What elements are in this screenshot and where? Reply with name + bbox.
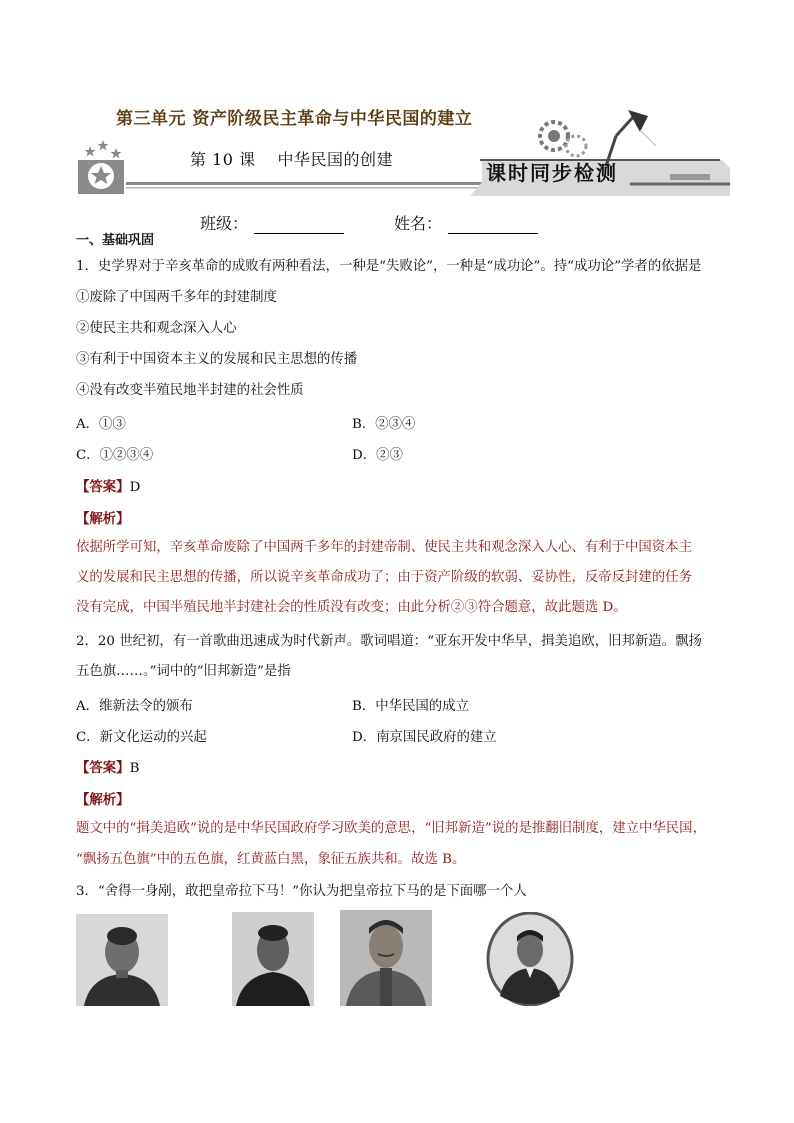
star-badge-icon [78,140,124,194]
lesson-number: 第 10 课 [190,150,256,169]
answer-value: D [129,480,141,495]
section-title: 一、基础巩固 [76,233,155,248]
q2-option-c: C．新文化运动的兴起 [76,730,207,745]
portrait-photo-2 [232,912,314,1006]
lesson-name: 中华民国的创建 [277,150,394,169]
name-field[interactable] [394,211,538,234]
q1-option-b: B．②③④ [352,417,416,432]
q1-item: ①废除了中国两千多年的封建制度 [76,290,277,305]
q2-analysis-line: “飘扬五色旗”中的五色旗，红黄蓝白黑，象征五族共和。故选 B。 [76,852,466,867]
q1-analysis-line: 义的发展和民主思想的传播，所以说辛亥革命成功了；由于资产阶级的软弱、妥协性，反帝反封建的任务 [76,570,692,585]
q2-stem-line: 五色旗……。”词中的“旧邦新造”是指 [76,664,291,679]
q1-item: ③有利于中国资本主义的发展和民主思想的传播 [76,352,358,367]
q2-analysis-line: 题文中的“揖美追欧”说的是中华民国政府学习欧美的意思，“旧邦新造”说的是推翻旧制度，建立中华民国， [76,821,706,836]
q1-answer [76,476,140,495]
q2-analysis-label: 【解析】 [76,792,130,808]
q1-item: ④没有改变半殖民地半封建的社会性质 [76,383,304,398]
portrait-photo-3 [340,910,432,1006]
q2-stem-line: 2．20 世纪初，有一首歌曲迅速成为时代新声。歌词唱道：“亚东开发中华早，揖美追欧，旧邦新造。飘扬 [76,634,702,649]
class-blank[interactable] [254,217,344,234]
class-field[interactable] [200,211,344,234]
answer-value: B [129,761,140,776]
lesson-title [190,147,393,170]
answer-label: 【答案】 [76,760,130,776]
portrait-photo-1 [76,914,168,1006]
q3-stem: 3．“舍得一身剐，敢把皇帝拉下马！”你认为把皇帝拉下马的是下面哪一个人 [76,884,527,899]
unit-title: 第三单元 资产阶级民主革命与中华民国的建立 [116,109,473,129]
q1-option-d: D．②③ [352,448,403,463]
name-label: 姓名： [394,214,443,233]
answer-label: 【答案】 [76,479,130,495]
q1-analysis-label: 【解析】 [76,511,130,527]
q2-option-a: A．维新法令的颁布 [76,699,193,714]
class-label: 班级： [200,214,249,233]
q2-option-b: B．中华民国的成立 [352,699,469,714]
q1-analysis-line: 依据所学可知，辛亥革命废除了中国两千多年的封建帝制、使民主共和观念深入人心、有利于中国资本主 [76,540,692,555]
q1-item: ②使民主共和观念深入人心 [76,321,237,336]
q1-option-c: C．①②③④ [76,448,154,463]
q1-stem: 1．史学界对于辛亥革命的成败有两种看法，一种是“失败论”，一种是“成功论”。持“成功论”学者的依据是 [76,259,702,274]
badge-text: 课时同步检测 [486,161,618,185]
name-blank[interactable] [448,217,538,234]
q1-option-a: A．①③ [76,417,126,432]
q2-option-d: D．南京国民政府的建立 [352,730,497,745]
q2-answer [76,757,139,776]
q1-analysis-line: 没有完成，中国半殖民地半封建社会的性质没有改变；由此分析②③符合题意，故此题选 D。 [76,600,627,615]
portrait-photo-4 [486,912,574,1006]
